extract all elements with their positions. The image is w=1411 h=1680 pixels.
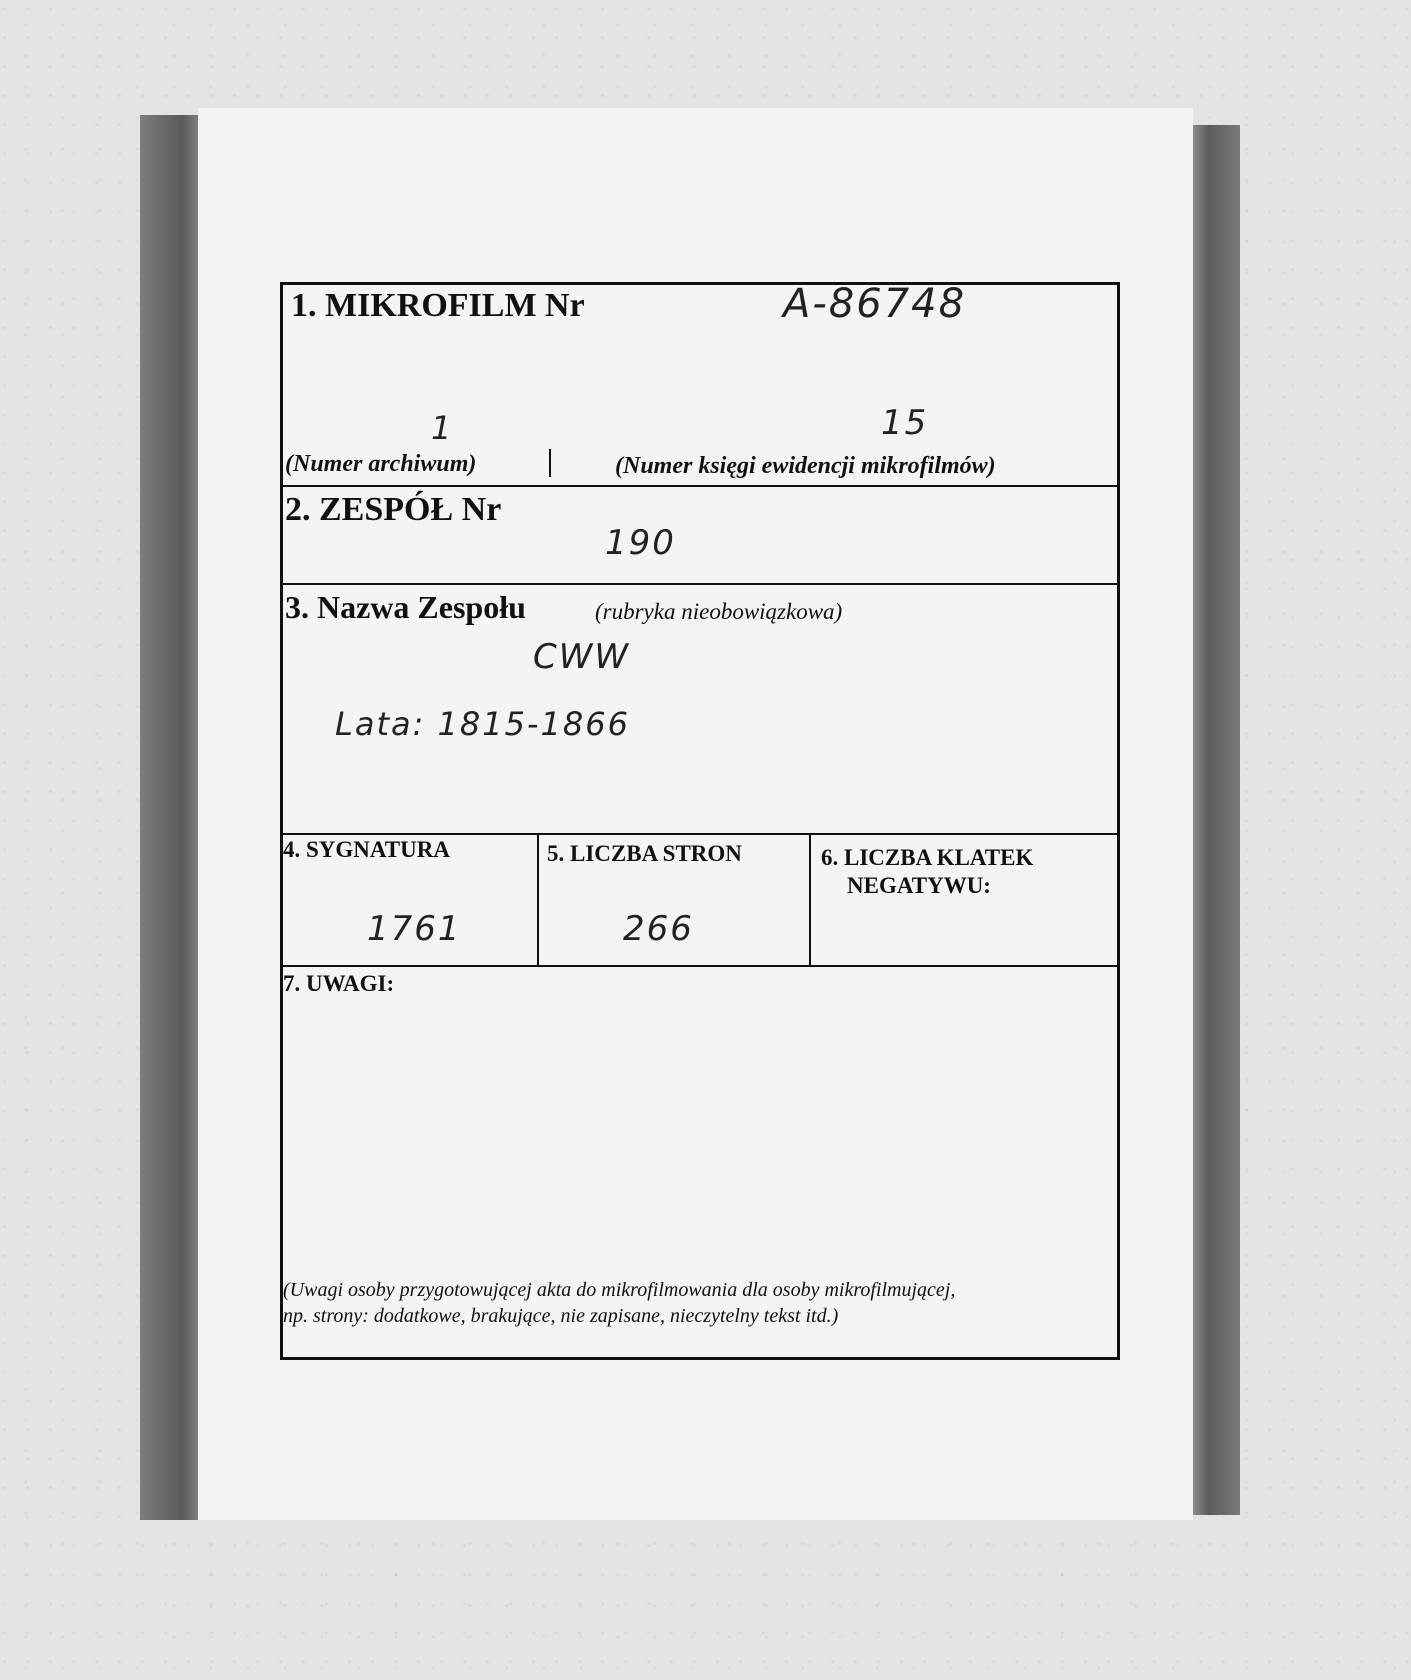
- section7-footnote-line2: np. strony: dodatkowe, brakujące, nie zapisane, nieczytelny tekst itd.): [283, 1305, 839, 1327]
- microfilm-number: A-86748: [783, 281, 967, 327]
- section3-bottom-border: [283, 833, 1117, 835]
- section4-5-divider: [537, 833, 539, 965]
- register-number: 15: [881, 403, 929, 443]
- section6-label-line2: NEGATYWU:: [847, 873, 991, 898]
- microfilm-form: [280, 282, 1120, 1360]
- section5-6-divider: [809, 833, 811, 965]
- fonds-years: Lata: 1815-1866: [335, 705, 630, 743]
- section456-bottom-border: [283, 965, 1117, 967]
- section7-footnote-line1: (Uwagi osoby przygotowującej akta do mikrofilmowania dla osoby mikrofilmującej,: [283, 1279, 956, 1301]
- signature-value: 1761: [367, 909, 462, 949]
- fonds-number: 190: [605, 523, 676, 563]
- archive-label: (Numer archiwum): [285, 451, 477, 477]
- fonds-name: CWW: [533, 637, 630, 677]
- section2-bottom-border: [283, 583, 1117, 585]
- section4-label: 4. SYGNATURA: [283, 837, 450, 862]
- section3-label: 3. Nazwa Zespołu: [285, 589, 526, 625]
- section6-label-line1: 6. LICZBA KLATEK: [821, 845, 1034, 870]
- pages-value: 266: [623, 909, 694, 949]
- section2-label: 2. ZESPÓŁ Nr: [285, 491, 502, 528]
- section3-note: (rubryka nieobowiązkowa): [595, 599, 843, 624]
- archive-number: 1: [431, 409, 454, 447]
- register-label: (Numer księgi ewidencji mikrofilmów): [615, 453, 996, 479]
- section1-divider: [549, 449, 551, 477]
- section1-label: 1. MIKROFILM Nr: [291, 287, 585, 324]
- scan-shadow-right: [1188, 125, 1240, 1515]
- section5-label: 5. LICZBA STRON: [547, 841, 742, 866]
- section7-label: 7. UWAGI:: [283, 971, 395, 996]
- section1-bottom-border: [283, 485, 1117, 487]
